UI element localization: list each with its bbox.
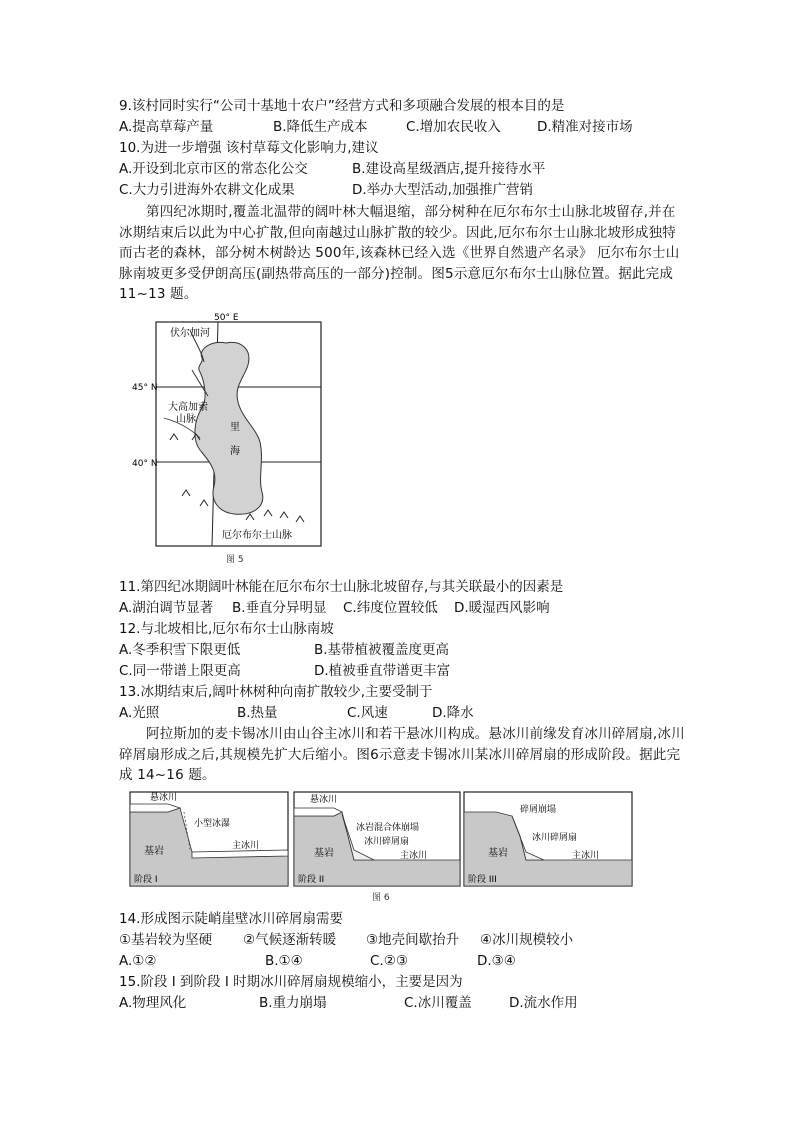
q15-option-c: C.冰川覆盖 [404,995,472,1011]
q12-option-b: B.基带植被覆盖度更高 [314,642,450,658]
stage1-waterfall-label: 小型冰瀑 [194,819,231,829]
stage3-label: 阶段 III [468,875,497,885]
passage-14-16: 阿拉斯加的麦卡锡冰川由山谷主冰川和若干悬冰川构成。悬冰川前缘发育冰川碎屑扇,冰川碎屑扇形成之后,其规模先扩大后缩小。图6示意麦卡锡冰川某冰川碎屑扇的形成阶段。据此完成 14~16 题。 [119,726,685,783]
figure-6-caption: 图 6 [372,893,390,903]
q15-stem: 15.阶段 I 到阶段 I 时期冰川碎屑扇规模缩小，主要是因为 [119,974,463,990]
q15-option-d: D.流水作用 [509,995,578,1011]
figure-6-stages [128,790,634,906]
q9-option-c: C.增加农民收入 [406,119,501,135]
stage1-hanging-label: 悬冰川 [150,793,178,803]
caucasus-label-1: 大高加索 [168,402,208,413]
q11-option-b: B.垂直分异明显 [232,600,327,616]
q14-option-c: C.②③ [370,953,408,969]
q14-stem: 14.形成图示陡峭崖壁冰川碎屑扇需要 [119,911,343,927]
stage1-bedrock-label: 基岩 [144,846,164,857]
q14-item-4: ④冰川规模较小 [480,932,574,948]
stage2-bedrock-label: 基岩 [314,848,334,859]
q12-option-a: A.冬季积雪下限更低 [119,642,241,658]
volga-label: 伏尔加河 [170,328,210,339]
q13-option-b: B.热量 [237,705,278,721]
q13-option-a: A.光照 [119,705,160,721]
stage3-bedrock-label: 基岩 [488,848,508,859]
stage-1-panel [130,791,288,886]
q10-option-b: B.建设高星级酒店,提升接待水平 [352,161,546,177]
longitude-label: 50° E [214,313,239,323]
stage2-label: 阶段 II [298,875,325,885]
caspian-label-2: 海 [230,446,240,457]
stage-2-panel [294,792,460,886]
q9-option-a: A.提高草莓产量 [119,119,214,135]
q13-option-d: D.降水 [432,705,474,721]
stage-3-panel [464,792,632,886]
q14-option-b: B.①④ [265,953,303,969]
caucasus-label-2: 山脉 [176,414,196,425]
q14-option-a: A.①② [119,953,157,969]
stage3-fan-label: 冰川碎屑扇 [532,833,578,843]
caspian-label-1: 里 [230,422,240,433]
q12-option-d: D.植被垂直带谱更丰富 [314,663,451,679]
lat-45-label: 45° N [132,383,158,393]
q9-option-d: D.精准对接市场 [537,119,633,135]
figure-5-caption: 图 5 [226,555,244,565]
q14-option-d: D.③④ [477,953,516,969]
stage2-fan-label: 冰川碎屑扇 [364,837,410,847]
q13-stem: 13.冰期结束后,阔叶林树种向南扩散较少,主要受制于 [119,684,433,700]
figure-5-map [130,310,350,570]
q14-item-2: ②气候逐渐转暖 [243,932,337,948]
q10-option-a: A.开设到北京市区的常态化公交 [119,161,308,177]
stage2-hanging-label: 悬冰川 [310,795,338,805]
stage3-debris-label: 碎屑崩塌 [520,805,557,815]
q10-stem: 10.为进一步增强 该村草莓文化影响力,建议 [119,140,379,156]
q9-option-b: B.降低生产成本 [273,119,368,135]
passage-11-13: 第四纪冰期时,覆盖北温带的阔叶林大幅退缩，部分树种在厄尔布尔士山脉北坡留存,并在冰期结束后以此为中心扩散,但向南越过山脉扩散的较少。因此,厄尔布尔士山脉北坡形成独特而古老的森林，部分树木树龄达 500年,该森林已经入选《世界自然遗产名录》 厄尔布尔士山脉南坡更多受伊朗高压(副热带高压的一部分)控制。图5示意厄尔布尔士山脉位置。据此完成 11~13 题。 [119,204,680,302]
stage2-mixed-label: 冰岩混合体崩塌 [356,823,420,833]
q10-option-d: D.举办大型活动,加强推广营销 [352,182,533,198]
q11-option-d: D.暖湿西风影响 [454,600,550,616]
q11-option-a: A.湖泊调节显著 [119,600,214,616]
stage1-label: 阶段 I [134,875,158,885]
q12-stem: 12.与北坡相比,厄尔布尔士山脉南坡 [119,621,334,637]
q11-stem: 11.第四纪冰期阔叶林能在厄尔布尔士山脉北坡留存,与其关联最小的因素是 [119,579,564,595]
elburz-label: 厄尔布尔士山脉 [222,530,292,541]
q15-option-b: B.重力崩塌 [259,995,327,1011]
q14-item-1: ①基岩较为坚硬 [119,932,213,948]
q14-item-3: ③地壳间歇抬升 [366,932,460,948]
q13-option-c: C.风速 [347,705,388,721]
q12-option-c: C.同一带谱上限更高 [119,663,241,679]
stage3-main-label: 主冰川 [572,851,600,861]
q9-stem: 9.该村同时实行“公司十基地十农户”经营方式和多项融合发展的根本目的是 [119,98,565,114]
stage2-main-label: 主冰川 [400,851,428,861]
q15-option-a: A.物理风化 [119,995,187,1011]
q10-option-c: C.大力引进海外农耕文化成果 [119,182,295,198]
lat-40-label: 40° N [132,459,158,469]
stage1-main-label: 主冰川 [232,841,260,851]
q11-option-c: C.纬度位置较低 [343,600,438,616]
